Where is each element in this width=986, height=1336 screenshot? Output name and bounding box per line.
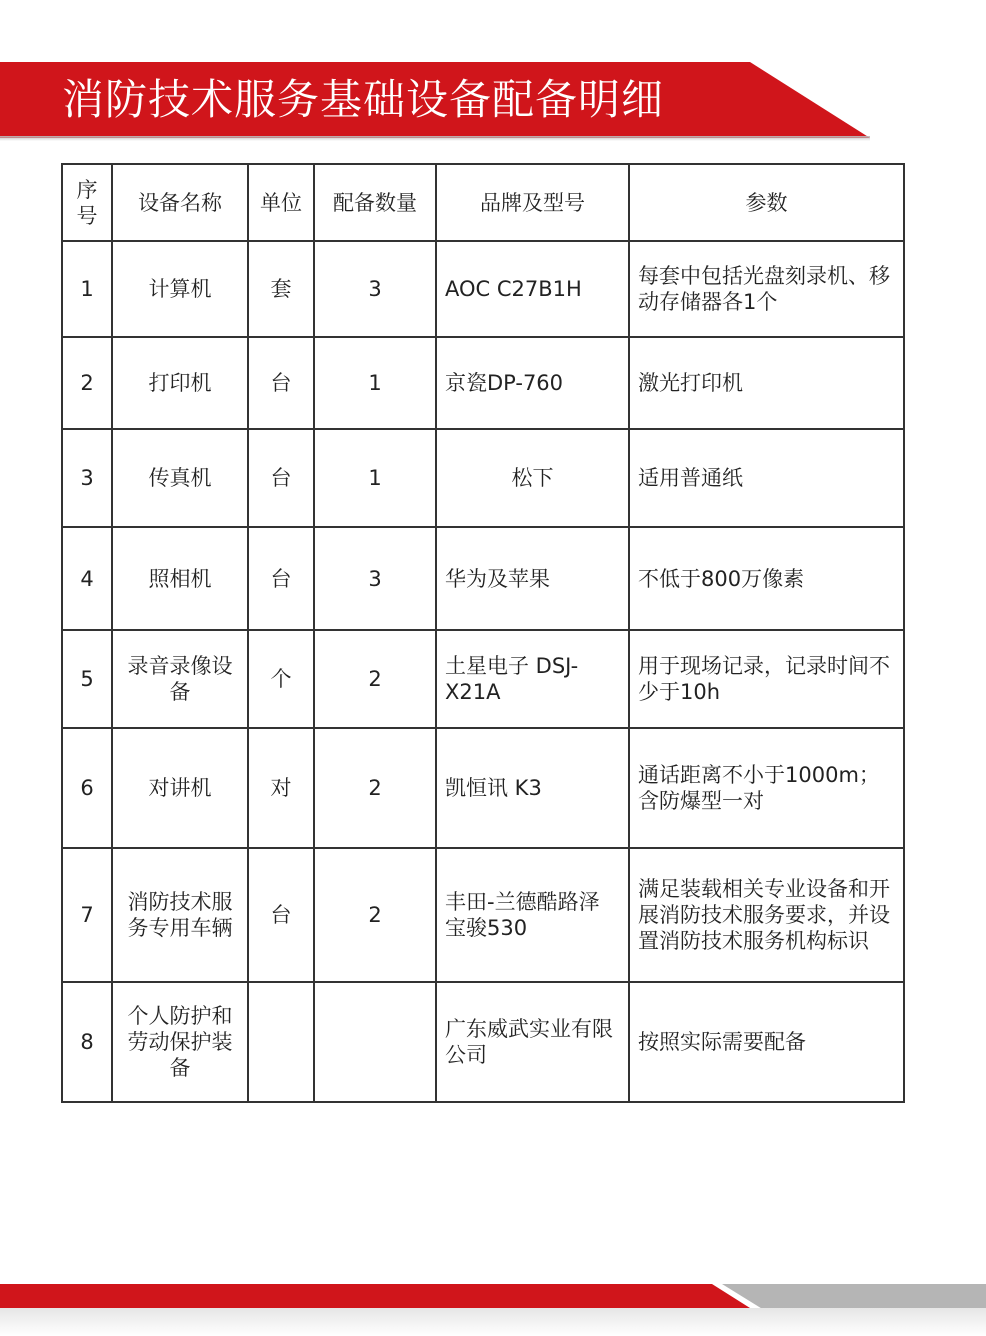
table-row [62,527,904,630]
cell-name: 对讲机 [112,728,248,848]
header-no: 序号 [62,164,112,241]
page-title: 消防技术服务基础设备配备明细 [62,75,665,124]
cell-unit: 台 [248,527,314,630]
cell-params: 用于现场记录，记录时间不少于10h [629,630,904,728]
table-row [62,630,904,728]
cell-params: 通话距离不小于1000m；含防爆型一对 [629,728,904,848]
title-banner-shadow [0,136,870,141]
cell-unit: 套 [248,241,314,337]
cell-name: 传真机 [112,429,248,527]
cell-qty: 3 [314,527,436,630]
cell-brand: 广东威武实业有限公司 [436,982,629,1102]
cell-brand: 京瓷DP-760 [436,337,629,429]
cell-name: 消防技术服务专用车辆 [112,848,248,982]
table-row [62,728,904,848]
table-row [62,848,904,982]
cell-name: 照相机 [112,527,248,630]
cell-qty: 2 [314,848,436,982]
cell-qty [314,982,436,1102]
header-qty: 配备数量 [314,164,436,241]
cell-unit: 台 [248,337,314,429]
cell-no: 2 [62,337,112,429]
cell-unit: 个 [248,630,314,728]
cell-unit: 对 [248,728,314,848]
cell-qty: 2 [314,630,436,728]
table-row [62,241,904,337]
cell-unit: 台 [248,848,314,982]
cell-qty: 2 [314,728,436,848]
table-row [62,429,904,527]
cell-qty: 3 [314,241,436,337]
equipment-table [61,163,905,1103]
cell-params: 每套中包括光盘刻录机、移动存储器各1个 [629,241,904,337]
cell-params: 激光打印机 [629,337,904,429]
table-row [62,982,904,1102]
cell-no: 1 [62,241,112,337]
cell-params: 满足装载相关专业设备和开展消防技术服务要求，并设置消防技术服务机构标识 [629,848,904,982]
header-name: 设备名称 [112,164,248,241]
cell-name: 打印机 [112,337,248,429]
cell-no: 3 [62,429,112,527]
cell-no: 6 [62,728,112,848]
footer-gray-bar [722,1284,986,1310]
cell-params: 适用普通纸 [629,429,904,527]
header-params: 参数 [629,164,904,241]
cell-brand: 土星电子 DSJ-X21A [436,630,629,728]
cell-brand: AOC C27B1H [436,241,629,337]
table-header-row [62,164,904,241]
cell-params: 按照实际需要配备 [629,982,904,1102]
cell-qty: 1 [314,337,436,429]
cell-brand: 丰田-兰德酷路泽宝骏530 [436,848,629,982]
cell-name: 个人防护和劳动保护装备 [112,982,248,1102]
cell-params: 不低于800万像素 [629,527,904,630]
cell-no: 8 [62,982,112,1102]
cell-unit [248,982,314,1102]
header-unit: 单位 [248,164,314,241]
cell-no: 5 [62,630,112,728]
cell-no: 4 [62,527,112,630]
cell-unit: 台 [248,429,314,527]
footer-red-bar [0,1284,750,1308]
footer-band [0,1308,986,1336]
table-row [62,337,904,429]
cell-brand: 松下 [436,429,629,527]
cell-qty: 1 [314,429,436,527]
cell-no: 7 [62,848,112,982]
cell-brand: 凯恒讯 K3 [436,728,629,848]
cell-brand: 华为及苹果 [436,527,629,630]
header-brand: 品牌及型号 [436,164,629,241]
cell-name: 录音录像设备 [112,630,248,728]
cell-name: 计算机 [112,241,248,337]
